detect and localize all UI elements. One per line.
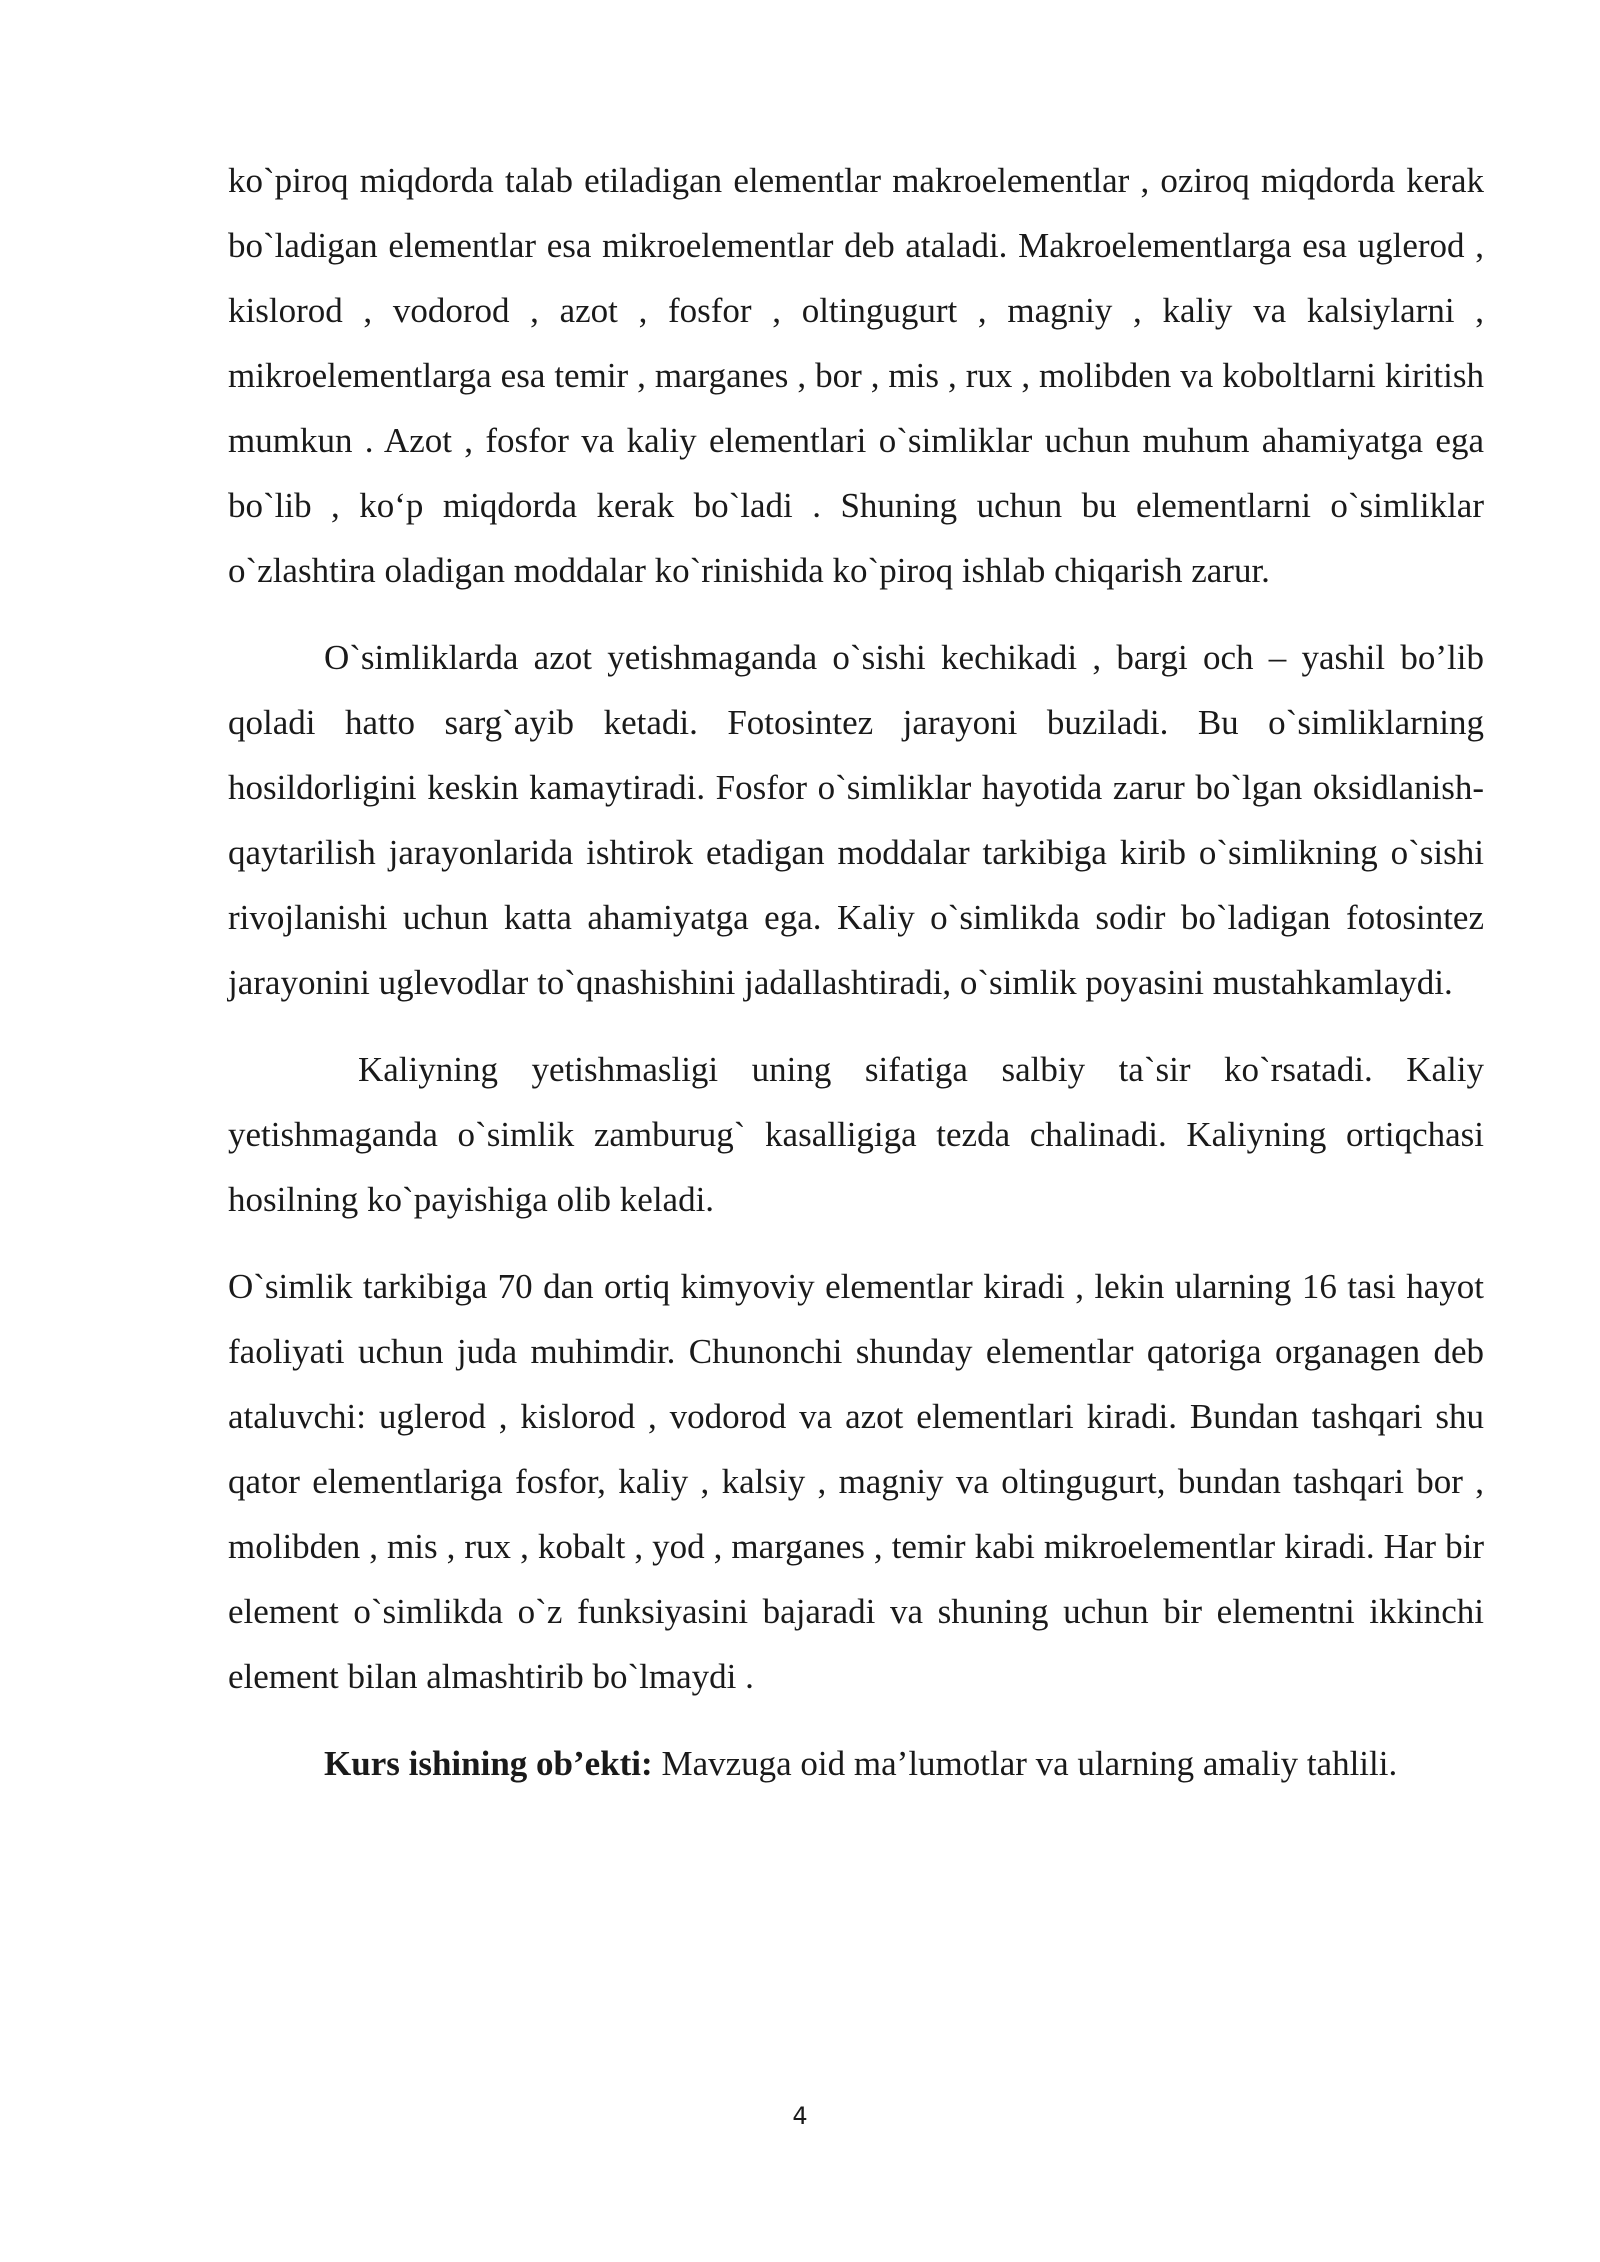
page-number: 4: [792, 2102, 808, 2130]
paragraph-4: O`simlik tarkibiga 70 dan ortiq kimyoviy elementlar kiradi , lekin ularning 16 tasi hayot faoliyati uchun juda muhimdir. Chunonchi shunday elementlar qatoriga organagen deb ataluvchi: uglerod , kislorod , vodorod va azot elementlari kiradi. Bundan tashqari shu qator elementlariga fosfor, kaliy , kalsiy , magniy va oltingugurt, bundan tashqari bor , molibden , mis , rux , kobalt , yod , marganes , temir kabi mikroelementlar kiradi. Har bir element o`simlikda o`z funksiyasini bajaradi va shuning uchun bir elementni ikkinchi element bilan almashtirib bo`lmaydi .: [228, 1267, 1484, 1696]
object-paragraph: [228, 1731, 1484, 1796]
paragraph-3: Kaliyning yetishmasligi uning sifatiga salbiy ta`sir ko`rsatadi. Kaliy yetishmaganda o`simlik zamburug` kasalligiga tezda chalinadi. Kaliyning ortiqchasi hosilning ko`payishiga olib keladi.: [228, 1050, 1484, 1219]
paragraph-2: O`simliklarda azot yetishmaganda o`sishi kechikadi , bargi och – yashil bo’lib qoladi hatto sarg`ayib ketadi. Fotosintez jarayoni buziladi. Bu o`simliklarning hosildorligini keskin kamaytiradi. Fosfor o`simliklar hayotida zarur bo`lgan oksidlanish-qaytarilish jarayonlarida ishtirok etadigan moddalar tarkibiga kirib o`simlikning o`sishi rivojlanishi uchun katta ahamiyatga ega. Kaliy o`simlikda sodir bo`ladigan fotosintez jarayonini uglevodlar to`qnashishini jadallashtiradi, o`simlik poyasini mustahkamlaydi.: [228, 638, 1484, 1002]
page-content: [228, 148, 1484, 1796]
object-text: Mavzuga oid ma’lumotlar va ularning amaliy tahlili.: [652, 1744, 1398, 1783]
paragraph-1: ko`piroq miqdorda talab etiladigan elementlar makroelementlar , oziroq miqdorda kerak bo`ladigan elementlar esa mikroelementlar deb ataladi. Makroelementlarga esa uglerod , kislorod , vodorod , azot , fosfor , oltingugurt , magniy , kaliy va kalsiylarni , mikroelementlarga esa temir , marganes , bor , mis , rux , molibden va koboltlarni kiritish mumkun . Azot , fosfor va kaliy elementlari o`simliklar uchun muhum ahamiyatga ega bo`lib , ko‘p miqdorda kerak bo`ladi . Shuning uchun bu elementlarni o`simliklar o`zlashtira oladigan moddalar ko`rinishida ko`piroq ishlab chiqarish zarur.: [228, 161, 1484, 590]
object-label: Kurs ishining ob’ekti:: [324, 1744, 653, 1783]
